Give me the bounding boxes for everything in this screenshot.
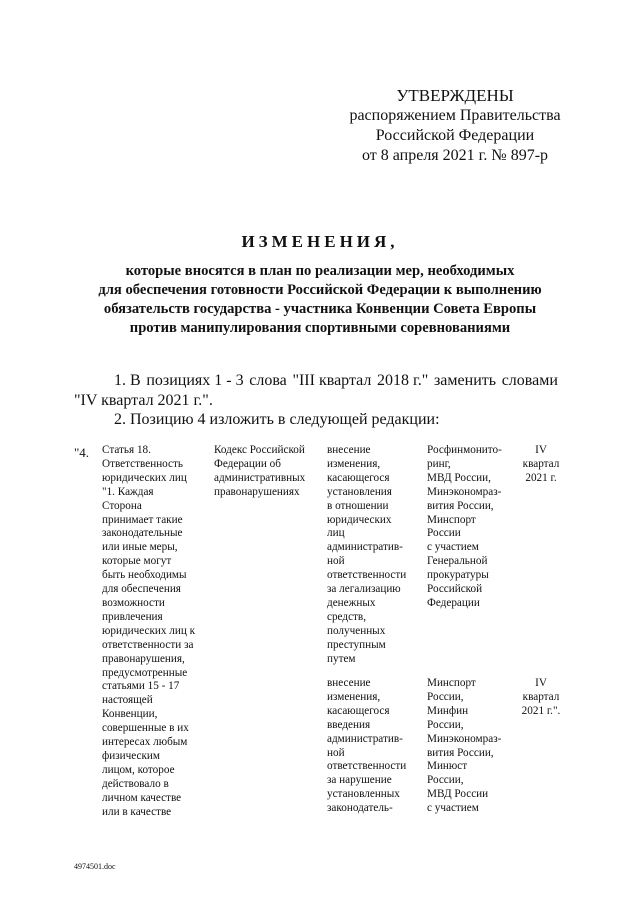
- footer-filename: 4974501.doc: [74, 862, 116, 871]
- word: позициях 1 - 3: [146, 372, 244, 389]
- responsible-cell: Росфинмонито- ринг, МВД России, Минэкономраз- вития России, Минспорт России с участием Генеральной прокуратуры Российской Федерации: [427, 444, 502, 609]
- word: 2018 г.": [377, 372, 429, 389]
- measure-cell: внесение изменения, касающегося введения административ- ной ответственности за нарушение установленных законодатель-: [327, 677, 407, 815]
- word: "III квартал: [292, 372, 372, 389]
- approval-line: Российской Федерации: [375, 127, 535, 144]
- document-subtitle: [40, 262, 600, 338]
- paragraph-1: [74, 371, 558, 411]
- subtitle-line: для обеспечения готовности Российской Федерации к выполнению: [98, 282, 542, 298]
- subtitle-line: обязательств государства - участника Конвенции Совета Европы: [103, 301, 537, 317]
- document-title: ИЗМЕНЕНИЯ,: [241, 232, 399, 251]
- word: заменить: [433, 372, 497, 389]
- word: 1. В: [114, 372, 141, 389]
- paragraph-2: 2. Позицию 4 изложить в следующей редакции:: [114, 411, 440, 428]
- deadline-cell: IV квартал 2021 г.: [522, 444, 560, 484]
- approval-block: [330, 86, 580, 166]
- paragraph-1-line-1: [74, 371, 558, 391]
- word: словами: [501, 372, 558, 389]
- convention-article-cell: Статья 18. Ответственность юридических лиц "1. Каждая Сторона принимает такие законодательные или иные меры, которые могут быть необходимы для обеспечения возможности привлечения юридических лиц к ответственности за правонарушения, предусмотренные статьями 15 - 17 настоящей Конвенции, совершенные в их интересах любым физическим лицом, которое действовало в личном качестве или в качестве: [102, 444, 196, 818]
- paragraph-1-line-2: "IV квартал 2021 г.".: [74, 392, 213, 409]
- subtitle-line: против манипулирования спортивными соревнованиями: [129, 320, 511, 336]
- responsible-cell: Минспорт России, Минфин России, Минэкономраз- вития России, Минюст России, МВД России с участием: [427, 677, 502, 815]
- subtitle-line: которые вносятся в план по реализации мер, необходимых: [125, 263, 515, 279]
- deadline-cell: IV квартал 2021 г.".: [521, 677, 561, 717]
- position-number: "4.: [74, 445, 90, 460]
- word: слова: [249, 372, 287, 389]
- approval-heading: УТВЕРЖДЕНЫ: [396, 86, 514, 105]
- legal-act-cell: Кодекс Российской Федерации об административных правонарушениях: [214, 444, 306, 498]
- approval-line: распоряжением Правительства: [349, 107, 561, 124]
- measure-cell: внесение изменения, касающегося установления в отношении юридических лиц административ- ной ответственности за легализацию денежных средств, полученных преступным путем: [327, 444, 407, 665]
- approval-date-line: от 8 апреля 2021 г. № 897-р: [361, 147, 549, 164]
